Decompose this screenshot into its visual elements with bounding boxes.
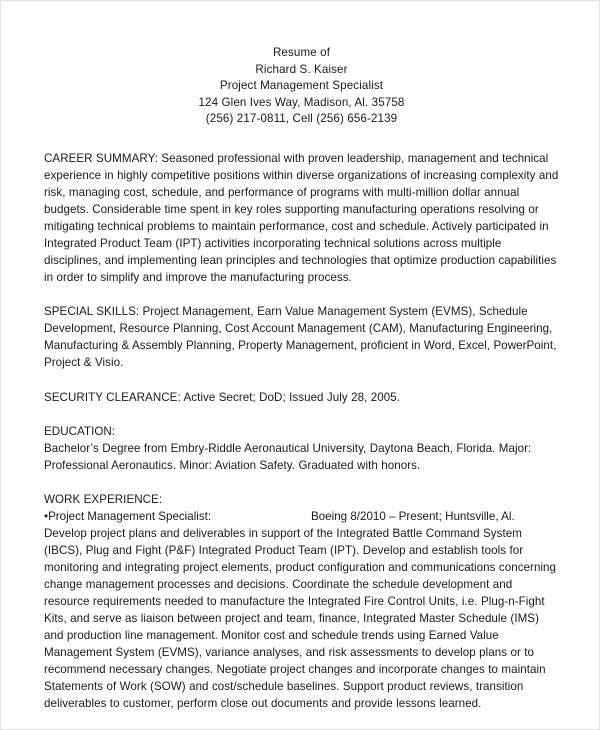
header-candidate-name: Richard S. Kaiser	[255, 62, 348, 76]
job-description-paragraph: Develop project plans and deliverables in support of the Integrated Battle Command System (IBCS), Plug and Fight (P&F) Integrated Product Team (IPT). Develop and establish tools for monitoring and integrating project elements, product configuration and communications concerning change management processes and decisions. Coordinate the schedule development and resource requirements needed to manufacture the Integrated Fire Control Units, i.e. Plug-n-Fight Kits, and serve as liaison between project and team, finance, Integrated Master Schedule (IMS) and production line management. Monitor cost and schedule trends using Earned Value Management System (EVMS), variance analyses, and risk assessments to develop plans or to recommend necessary changes. Negotiate project changes and incorporate changes to maintain Statements of Work (SOW) and cost/schedule baselines. Support product reviews, transition deliverables to customer, perform close out documents and provide lessons learned.	[44, 526, 557, 711]
security-clearance-paragraph: SECURITY CLEARANCE: Active Secret; DoD; Issued July 28, 2005.	[44, 390, 401, 404]
header-job-title: Project Management Specialist	[219, 79, 384, 93]
education-heading: EDUCATION:	[44, 424, 116, 438]
education-body: Bachelor’s Degree from Embry-Riddle Aeronautical University, Daytona Beach, Florida. Major: Professional Aeronautics. Minor: Aviation Safety. Graduated with honors.	[44, 441, 532, 472]
special-skills-paragraph: SPECIAL SKILLS: Project Management, Earn Value Management System (EVMS), Schedule Development, Resource Planning, Cost Account Management (CAM), Manufacturing Engineering, Manufacturing & Assembly Planning, Property Management, proficient in Word, Excel, PowerPoint, Project & Visio.	[44, 305, 557, 370]
work-experience-heading: WORK EXPERIENCE:	[44, 492, 163, 506]
header-address: 124 Glen Ives Way, Madison, Al. 35758	[198, 95, 405, 109]
header-phone: (256) 217-0811, Cell (256) 656-2139	[205, 112, 398, 126]
job-entry-line	[44, 508, 559, 525]
resume-header	[44, 45, 559, 128]
document-sheet	[1, 1, 600, 712]
career-summary-paragraph: CAREER SUMMARY: Seasoned professional with proven leadership, management and technical experience in highly competitive positions within diverse organizations of increasing complexity and risk, managing cost, schedule, and performance of programs with multi-million dollar annual budgets. Considerable time spent in key roles supporting manufacturing operations resolving or mitigating technical problems to maintain performance, cost and schedule. Actively participated in Integrated Product Team (IPT) activities incorporating technical solutions across multiple disciplines, and implementing lean principles and technologies that optimize production capabilities in order to simplify and improve the manufacturing process.	[44, 151, 559, 285]
bullet-icon: •	[44, 509, 49, 523]
header-resume-of: Resume of	[272, 46, 331, 59]
job-employer-dates: Boeing 8/2010 – Present; Huntsville, Al.	[311, 509, 515, 523]
job-title-label: Project Management Specialist:	[48, 509, 212, 523]
